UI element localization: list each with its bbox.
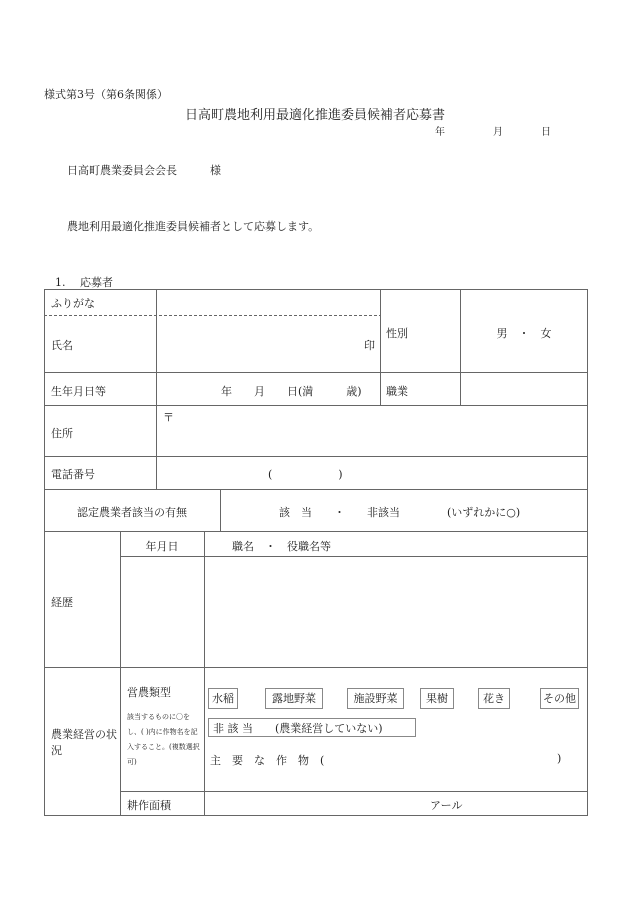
farming-type-note: 該当するものに〇をし、( )内に作物名を記入すること。(複数選択可) [127,713,200,766]
certified-farmer-options: 該 当 ・ 非該当 [279,506,400,519]
main-crops-close: ) [557,752,562,765]
date-year: 年 [435,127,445,138]
date-day: 日 [541,127,551,138]
career-date-header: 年月日 [145,540,179,553]
option-other[interactable]: その他 [540,688,579,709]
date-month: 月 [493,127,503,138]
option-greenhouse-vegetables[interactable]: 施設野菜 [347,688,404,709]
application-statement: 農地利用最適化推進委員候補者として応募します。 [67,220,320,233]
seal-mark: 印 [364,339,375,352]
birthdate-label: 生年月日等 [51,385,106,398]
address-label: 住所 [51,427,73,440]
certified-farmer-note: (いずれかに○) [447,506,521,519]
postal-mark: 〒 [163,411,174,424]
option-open-field-vegetables[interactable]: 露地野菜 [265,688,323,709]
career-position-header: 職名 ・ 役職名等 [232,540,331,553]
furigana-label: ふりがな [51,297,95,310]
option-flowers[interactable]: 花き [478,688,510,709]
cultivated-area-label: 耕作面積 [127,799,171,812]
recipient-honorific: 様 [210,164,221,177]
cultivated-area-unit: アール [430,799,463,812]
phone-format: ( ) [268,468,343,481]
birthdate-format: 年 月 日(満 歳) [221,385,362,398]
option-paddy-rice[interactable]: 水稲 [208,688,238,709]
farming-type-label: 営農類型 [127,686,171,699]
option-not-applicable[interactable]: 非 該 当 (農業経営していない) [208,718,416,737]
gender-options: 男 ・ 女 [496,327,552,340]
section-heading-applicant: 1. 応募者 [55,276,113,289]
certified-farmer-label: 認定農業者該当の有無 [77,506,187,519]
phone-label: 電話番号 [51,468,95,481]
form-number: 様式第3号（第6条関係） [44,88,168,101]
recipient-name: 日高町農業委員会会長 [67,164,177,177]
farming-status-label: 農業経営の状況 [51,728,117,757]
option-fruit-trees[interactable]: 果樹 [420,688,454,709]
gender-label: 性別 [386,327,408,340]
career-label: 経歴 [51,596,73,609]
main-crops-label: 主 要 な 作 物 ( [210,754,325,767]
document-title: 日高町農地利用最適化推進委員候補者応募書 [184,108,445,123]
occupation-label: 職業 [386,385,408,398]
name-label: 氏名 [51,339,73,352]
